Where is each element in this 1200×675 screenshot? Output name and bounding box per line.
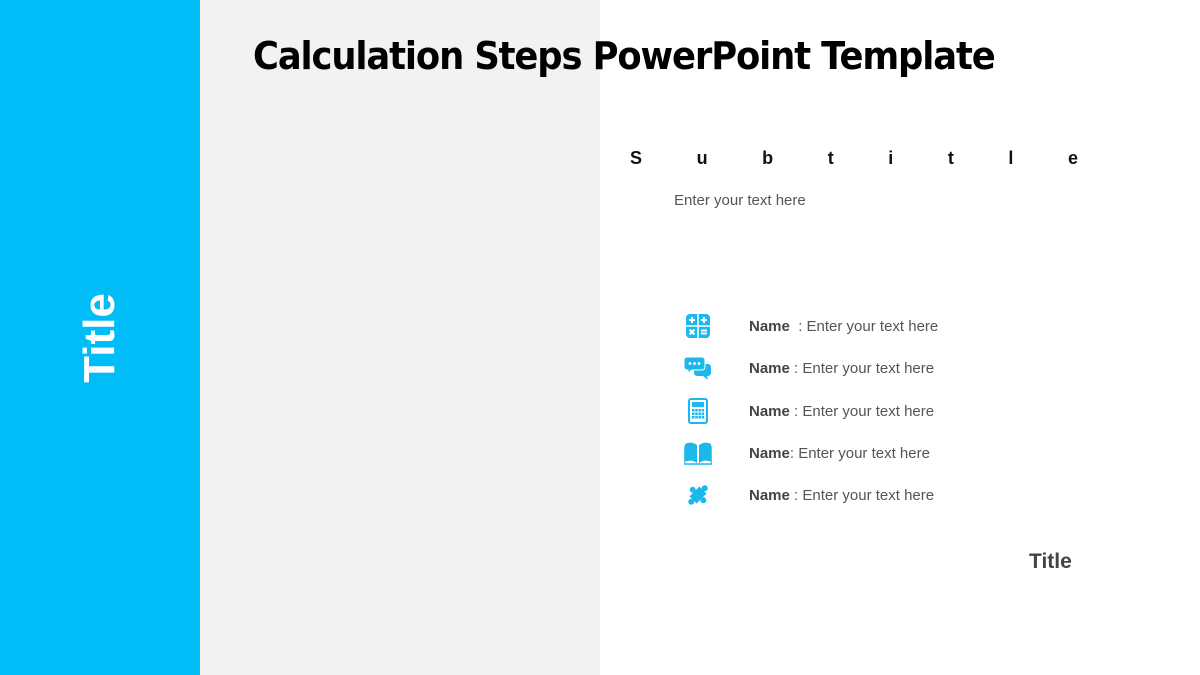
puzzle-icon bbox=[684, 481, 712, 509]
item-text: Enter your text here bbox=[806, 317, 939, 335]
item-text: Enter your text here bbox=[802, 359, 935, 377]
list-item: Name : Enter your text here bbox=[684, 312, 712, 340]
item-name: Name bbox=[749, 402, 790, 420]
grey-panel bbox=[200, 0, 600, 675]
side-title: Title bbox=[75, 293, 124, 383]
item-text: Enter your text here bbox=[798, 444, 930, 462]
accent-bar bbox=[0, 0, 200, 675]
calculator-ops-icon bbox=[684, 312, 712, 340]
list-item: Name : Enter your text here bbox=[684, 354, 712, 382]
subtitle-letter: i bbox=[888, 148, 894, 168]
item-name: Name bbox=[749, 444, 790, 462]
item-name: Name bbox=[749, 359, 790, 377]
list-item: Name: Enter your text here bbox=[684, 439, 712, 467]
book-icon bbox=[684, 439, 712, 467]
page-title: Calculation Steps PowerPoint Template bbox=[253, 34, 995, 78]
calculator-icon bbox=[684, 397, 712, 425]
chat-bubbles-icon bbox=[684, 354, 712, 382]
subtitle-letter: t bbox=[947, 148, 954, 168]
subtitle bbox=[630, 148, 1078, 169]
item-text: Enter your text here bbox=[802, 402, 935, 420]
subtitle-letter: b bbox=[762, 148, 774, 168]
bottom-title: Title bbox=[1029, 550, 1072, 573]
subtitle-letter: l bbox=[1008, 148, 1014, 168]
subtitle-letter: e bbox=[1067, 148, 1078, 168]
subtitle-letter: t bbox=[827, 148, 834, 168]
list-item: Name : Enter your text here bbox=[684, 397, 712, 425]
item-text: Enter your text here bbox=[802, 486, 935, 504]
subtitle-letter: u bbox=[696, 148, 708, 168]
subtitle-body: Enter your text here bbox=[674, 192, 806, 209]
list-item: Name : Enter your text here bbox=[684, 481, 712, 509]
item-name: Name bbox=[749, 486, 790, 504]
item-name: Name bbox=[749, 317, 790, 335]
subtitle-letter: S bbox=[630, 148, 643, 168]
